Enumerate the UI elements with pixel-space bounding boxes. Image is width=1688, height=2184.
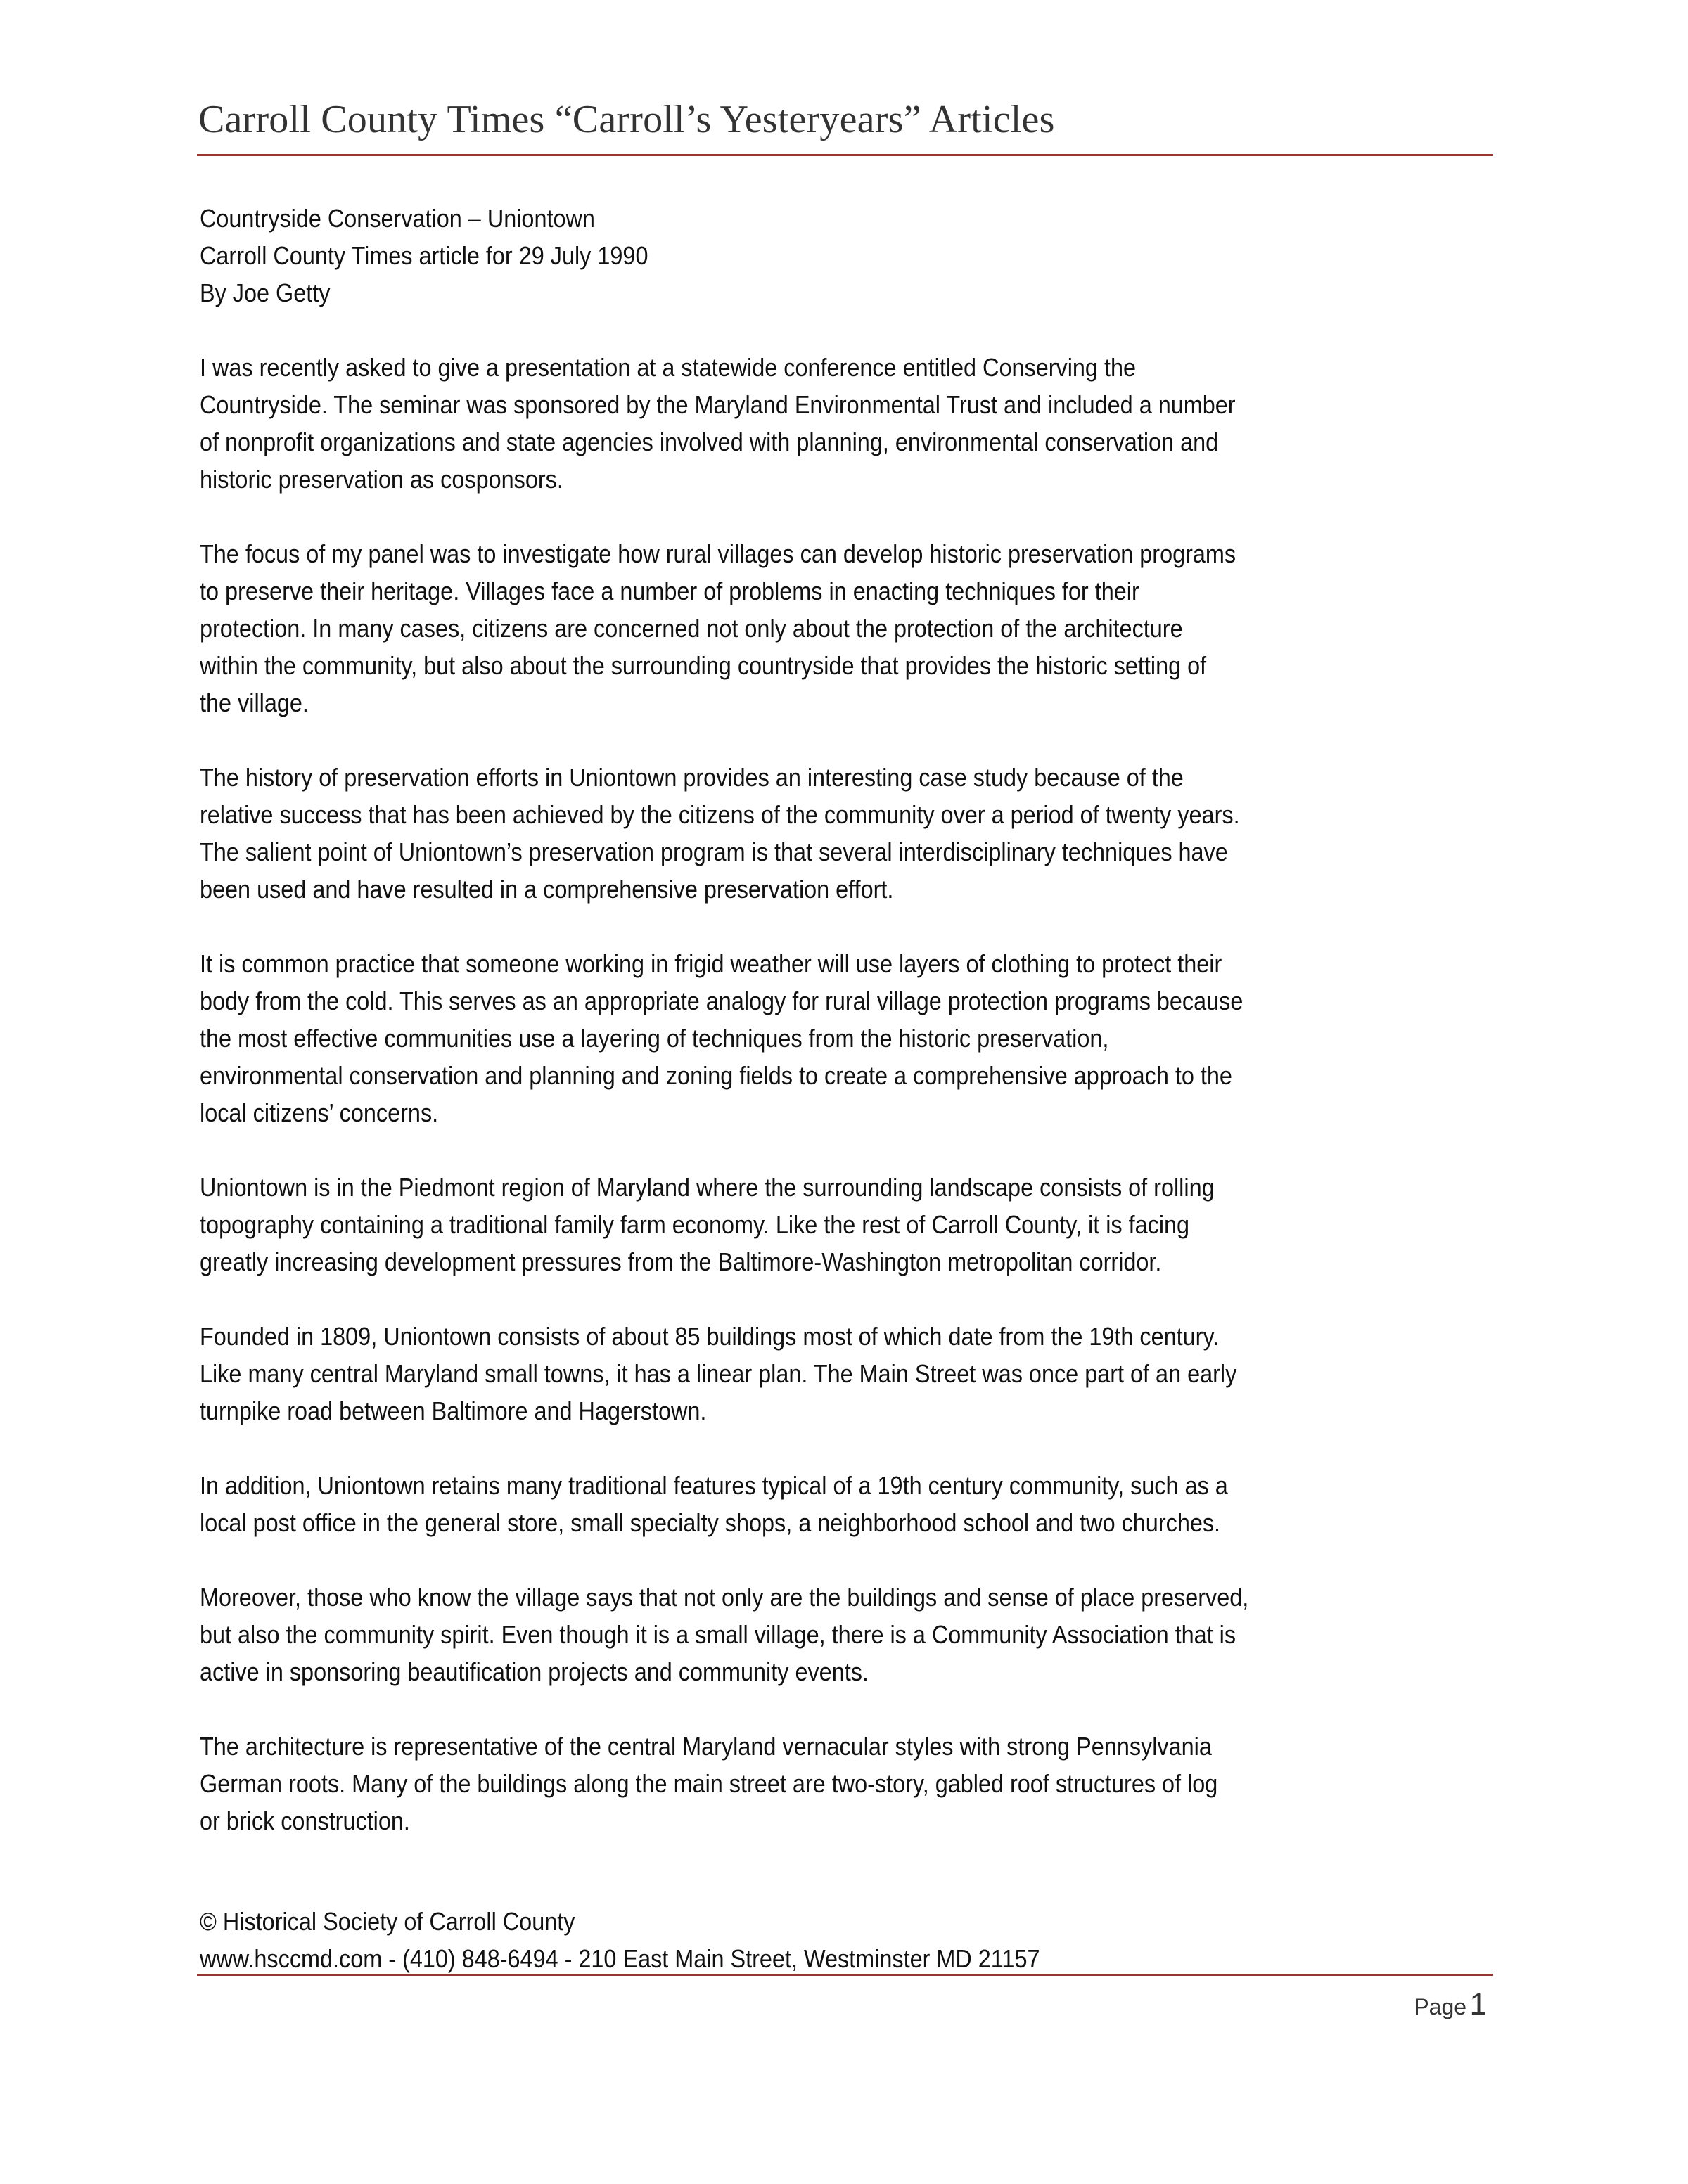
text-line: but also the community spirit. Even though it is a small village, there is a Community Association that is [200, 1620, 1236, 1649]
text-line: relative success that has been achieved by the citizens of the community over a period of twenty years. [200, 800, 1240, 829]
text-line: the most effective communities use a layering of techniques from the historic preservation, [200, 1024, 1109, 1053]
text-line: German roots. Many of the buildings along the main street are two-story, gabled roof structures of log [200, 1769, 1218, 1798]
text-line: greatly increasing development pressures from the Baltimore-Washington metropolitan corridor. [200, 1247, 1162, 1276]
text-line: turnpike road between Baltimore and Hagerstown. [200, 1396, 707, 1425]
article-source-date: Carroll County Times article for 29 July 1990 [200, 241, 648, 270]
text-line: topography containing a traditional family farm economy. Like the rest of Carroll County, it is facing [200, 1210, 1190, 1239]
paragraph-3 [200, 759, 1508, 908]
text-line: Countryside. The seminar was sponsored by the Maryland Environmental Trust and included a number [200, 390, 1236, 419]
text-line: I was recently asked to give a presentation at a statewide conference entitled Conserving the [200, 353, 1136, 382]
paragraph-9 [200, 1728, 1508, 1839]
article-byline: By Joe Getty [200, 278, 331, 307]
text-line: protection. In many cases, citizens are concerned not only about the protection of the architecture [200, 614, 1183, 643]
text-line: The history of preservation efforts in Uniontown provides an interesting case study because of the [200, 763, 1184, 792]
text-line: Founded in 1809, Uniontown consists of about 85 buildings most of which date from the 19th century. [200, 1322, 1220, 1351]
footer-rule [197, 1974, 1493, 1976]
page-footer [200, 1903, 1133, 1977]
text-line: to preserve their heritage. Villages face a number of problems in enacting techniques for their [200, 577, 1139, 605]
text-line: Moreover, those who know the village says that not only are the buildings and sense of place preserved, [200, 1583, 1249, 1612]
text-line: been used and have resulted in a comprehensive preservation effort. [200, 875, 894, 904]
text-line: The salient point of Uniontown’s preservation program is that several interdisciplinary techniques have [200, 837, 1228, 866]
text-line: or brick construction. [200, 1806, 410, 1835]
text-line: of nonprofit organizations and state agencies involved with planning, environmental conservation and [200, 428, 1219, 456]
footer-contact: www.hsccmd.com - (410) 848-6494 - 210 East Main Street, Westminster MD 21157 [200, 1944, 1040, 1973]
text-line: environmental conservation and planning and zoning fields to create a comprehensive approach to the [200, 1061, 1232, 1090]
text-line: active in sponsoring beautification projects and community events. [200, 1657, 869, 1686]
paragraph-5 [200, 1169, 1508, 1280]
text-line: local citizens’ concerns. [200, 1098, 439, 1127]
text-line: The architecture is representative of the central Maryland vernacular styles with strong Pennsylvania [200, 1732, 1212, 1761]
running-header-title: Carroll County Times “Carroll’s Yesteryears” Articles [198, 98, 1055, 141]
article-body [200, 200, 1508, 1877]
page-number-label: Page [1414, 1994, 1467, 2019]
article-title: Countryside Conservation – Uniontown [200, 204, 595, 233]
text-line: body from the cold. This serves as an appropriate analogy for rural village protection programs because [200, 987, 1243, 1015]
page-number [1414, 1987, 1487, 2022]
paragraph-8 [200, 1579, 1508, 1690]
text-line: It is common practice that someone working in frigid weather will use layers of clothing to protect their [200, 949, 1222, 978]
text-line: within the community, but also about the surrounding countryside that provides the historic setting of [200, 651, 1207, 680]
paragraph-1 [200, 349, 1508, 498]
footer-copyright: © Historical Society of Carroll County [200, 1907, 575, 1936]
paragraph-2 [200, 535, 1508, 721]
page-number-value: 1 [1469, 1987, 1487, 2022]
article-heading-block [200, 200, 1508, 311]
text-line: The focus of my panel was to investigate how rural villages can develop historic preservation programs [200, 539, 1236, 568]
header-rule [197, 154, 1493, 156]
text-line: Uniontown is in the Piedmont region of Maryland where the surrounding landscape consists of rolling [200, 1173, 1215, 1202]
paragraph-6 [200, 1318, 1508, 1430]
text-line: local post office in the general store, small specialty shops, a neighborhood school and two churches. [200, 1508, 1221, 1537]
paragraph-4 [200, 945, 1508, 1131]
text-line: the village. [200, 688, 309, 717]
text-line: historic preservation as cosponsors. [200, 465, 563, 494]
text-line: In addition, Uniontown retains many traditional features typical of a 19th century community, such as a [200, 1471, 1228, 1500]
text-line: Like many central Maryland small towns, it has a linear plan. The Main Street was once part of an early [200, 1359, 1237, 1388]
paragraph-7 [200, 1467, 1508, 1541]
